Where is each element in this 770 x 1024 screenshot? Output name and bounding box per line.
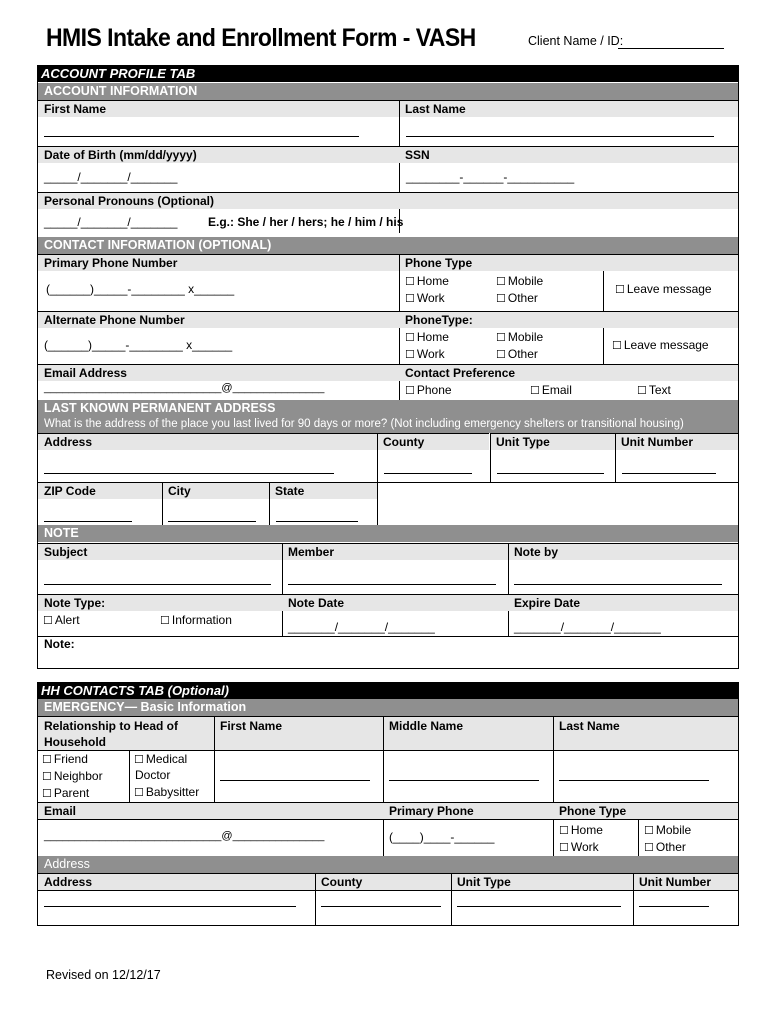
hh-last-name-label: Last Name <box>553 716 738 750</box>
hh-address-field[interactable] <box>44 906 296 907</box>
address-field[interactable] <box>44 473 334 474</box>
pref-email-checkbox[interactable]: ☐ Email <box>530 383 572 397</box>
pronouns-label: Personal Pronouns (Optional) <box>38 192 738 209</box>
hh-unit-type-label: Unit Type <box>451 873 633 890</box>
state-field[interactable] <box>276 521 358 522</box>
parent-checkbox[interactable]: ☐ Parent <box>42 786 89 800</box>
hh-county-field[interactable] <box>321 906 441 907</box>
relationship-label: Relationship to Head of Household <box>38 716 214 750</box>
hh-middle-name-label: Middle Name <box>383 716 553 750</box>
alternate-mobile-checkbox[interactable]: ☐ Mobile <box>496 330 543 344</box>
pronouns-field[interactable]: _____/_______/_______ <box>44 215 178 229</box>
expire-date-label: Expire Date <box>508 594 738 611</box>
hh-email-field[interactable]: _____________________________@_______________ <box>44 830 325 842</box>
primary-home-checkbox[interactable]: ☐ Home <box>405 274 449 288</box>
primary-other-checkbox[interactable]: ☐ Other <box>496 291 538 305</box>
alternate-home-checkbox[interactable]: ☐ Home <box>405 330 449 344</box>
hh-home-checkbox[interactable]: ☐ Home <box>559 823 603 837</box>
note-text-label: Note: <box>44 637 75 651</box>
client-id-field[interactable] <box>618 48 724 49</box>
subject-field[interactable] <box>44 584 271 585</box>
friend-checkbox[interactable]: ☐ Friend <box>42 752 88 766</box>
hh-address-header: Address <box>38 856 738 873</box>
note-date-field[interactable]: _______/_______/_______ <box>288 620 435 634</box>
note-by-label: Note by <box>508 543 738 560</box>
primary-phone-label: Primary Phone Number <box>38 254 399 271</box>
hh-mobile-checkbox[interactable]: ☐ Mobile <box>644 823 691 837</box>
hh-work-checkbox[interactable]: ☐ Work <box>559 840 599 854</box>
hh-other-checkbox[interactable]: ☐ Other <box>644 840 686 854</box>
account-profile-tab-header: ACCOUNT PROFILE TAB <box>37 65 739 82</box>
unit-number-field[interactable] <box>622 473 716 474</box>
contact-information-header: CONTACT INFORMATION (OPTIONAL) <box>38 237 738 254</box>
state-label: State <box>269 482 377 499</box>
hh-address-label: Address <box>38 873 315 890</box>
dob-label: Date of Birth (mm/dd/yyyy) <box>38 146 399 163</box>
pref-phone-checkbox[interactable]: ☐ Phone <box>405 383 452 397</box>
hh-unit-type-field[interactable] <box>457 906 621 907</box>
primary-leave-message-checkbox[interactable]: ☐ Leave message <box>615 282 712 296</box>
dob-field[interactable]: _____/_______/_______ <box>44 170 178 184</box>
alert-checkbox[interactable]: ☐ Alert <box>43 613 80 627</box>
ssn-label: SSN <box>399 146 738 163</box>
email-field[interactable]: _____________________________@_______________ <box>44 382 325 394</box>
last-name-field[interactable] <box>406 136 714 137</box>
hh-phone-type-label: Phone Type <box>553 802 738 819</box>
pronouns-example: E.g.: She / her / hers; he / him / his <box>208 215 404 229</box>
zip-field[interactable] <box>44 521 132 522</box>
subject-label: Subject <box>38 543 282 560</box>
city-label: City <box>162 482 269 499</box>
form-title: HMIS Intake and Enrollment Form - VASH <box>46 24 476 52</box>
primary-phone-field[interactable]: (______)_____-________ x______ <box>46 282 235 296</box>
unit-type-field[interactable] <box>497 473 604 474</box>
first-name-field[interactable] <box>44 136 359 137</box>
first-name-label: First Name <box>38 100 399 117</box>
alternate-phone-label: Alternate Phone Number <box>38 311 399 328</box>
hh-contacts-tab-header: HH CONTACTS TAB (Optional) <box>37 682 739 699</box>
permanent-address-header <box>38 400 738 433</box>
address-label: Address <box>38 433 377 450</box>
county-field[interactable] <box>384 473 472 474</box>
hh-unit-number-field[interactable] <box>639 906 709 907</box>
city-field[interactable] <box>168 521 256 522</box>
zip-label: ZIP Code <box>38 482 162 499</box>
member-label: Member <box>282 543 508 560</box>
information-checkbox[interactable]: ☐ Information <box>160 613 232 627</box>
member-field[interactable] <box>288 584 496 585</box>
expire-date-field[interactable]: _______/_______/_______ <box>514 620 661 634</box>
hh-phone-field[interactable]: (____)____-______ <box>389 830 495 844</box>
hh-unit-number-label: Unit Number <box>633 873 738 890</box>
alternate-work-checkbox[interactable]: ☐ Work <box>405 347 445 361</box>
note-type-label: Note Type: <box>38 594 282 611</box>
unit-number-label: Unit Number <box>615 433 738 450</box>
primary-work-checkbox[interactable]: ☐ Work <box>405 291 445 305</box>
email-address-label: Email Address <box>38 364 399 381</box>
client-id-label: Client Name / ID: <box>528 34 624 48</box>
note-header: NOTE <box>38 525 738 542</box>
hh-middle-name-field[interactable] <box>389 780 539 781</box>
alternate-phone-field[interactable]: (______)_____-________ x______ <box>44 338 233 352</box>
last-name-label: Last Name <box>399 100 738 117</box>
hh-first-name-label: First Name <box>214 716 383 750</box>
unit-type-label: Unit Type <box>490 433 615 450</box>
note-by-field[interactable] <box>514 584 722 585</box>
contact-preference-label: Contact Preference <box>399 364 738 381</box>
pref-text-checkbox[interactable]: ☐ Text <box>637 383 671 397</box>
hh-email-label: Email <box>38 802 383 819</box>
county-label: County <box>377 433 489 450</box>
emergency-header: EMERGENCY— Basic Information <box>38 699 738 716</box>
hh-first-name-field[interactable] <box>220 780 370 781</box>
hh-primary-phone-label: Primary Phone <box>383 802 553 819</box>
revised-date: Revised on 12/12/17 <box>46 968 161 982</box>
babysitter-checkbox[interactable]: ☐ Babysitter <box>134 785 199 799</box>
permanent-address-question: What is the address of the place you last lived for 90 days or more? (Not including emergency shelters or transitional housing) <box>44 418 684 430</box>
ssn-field[interactable]: ________-______-__________ <box>406 170 575 184</box>
hh-county-label: County <box>315 873 451 890</box>
primary-mobile-checkbox[interactable]: ☐ Mobile <box>496 274 543 288</box>
phone-type-label-2: PhoneType: <box>399 311 738 328</box>
alternate-other-checkbox[interactable]: ☐ Other <box>496 347 538 361</box>
note-date-label: Note Date <box>282 594 508 611</box>
phone-type-label: Phone Type <box>399 254 738 271</box>
alternate-leave-message-checkbox[interactable]: ☐ Leave message <box>612 338 709 352</box>
account-information-header: ACCOUNT INFORMATION <box>38 83 738 100</box>
neighbor-checkbox[interactable]: ☐ Neighbor <box>42 769 103 783</box>
medical-doctor-label-cont: Doctor <box>135 768 171 782</box>
medical-doctor-checkbox[interactable]: ☐ Medical <box>134 752 187 766</box>
permanent-address-title: LAST KNOWN PERMANENT ADDRESS <box>44 401 276 415</box>
hh-last-name-field[interactable] <box>559 780 709 781</box>
